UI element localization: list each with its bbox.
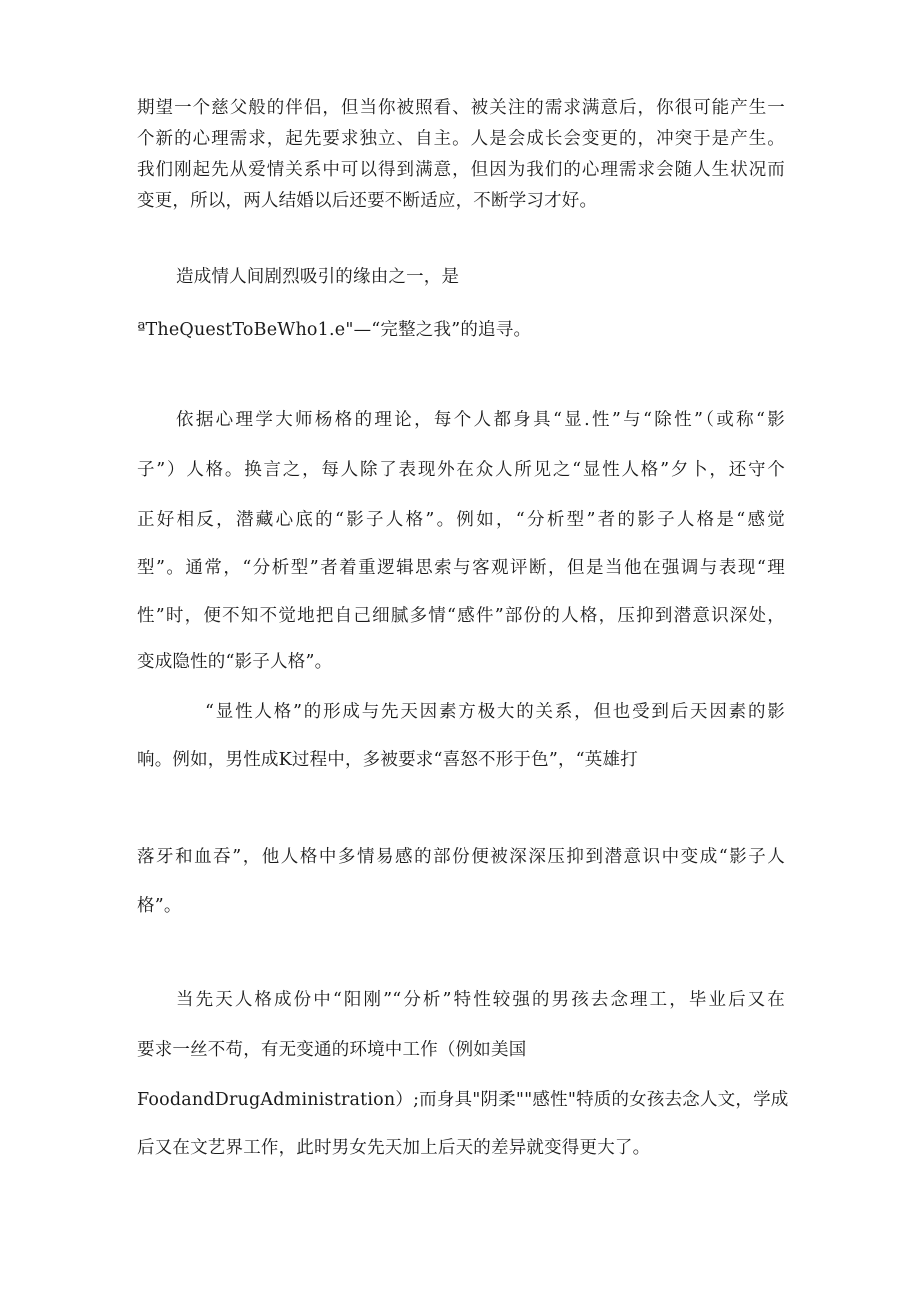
para3-line-4: 型”。通常，“分析型”者着重逻辑思索与客观评断，但是当他在强调与表现“理 [137, 558, 785, 578]
para3-line-3: 正好相反，潜藏心底的“影子人格”。例如，“分析型”者的影子人格是“感觉 [137, 510, 785, 530]
para3-line-2: 子”）人格。换言之，每人除了表现外在众人所见之“显性人格”夕卜，还守个 [137, 460, 785, 480]
para4-line-3: 落牙和血吞”，他人格中多情易感的部份便被深深压抑到潜意识中变成“影子人 [137, 847, 785, 867]
para4-line-4: 格”。 [137, 896, 182, 916]
para3-line-5: 性”时，便不知不觉地把自己细腻多情“感件”部份的人格，压抑到潜意识深处， [137, 606, 785, 626]
para5-line-4: 后又在文艺界工作，此时男女先天加上后天的差异就变得更大了。 [137, 1138, 651, 1158]
para1-line-2: 个新的心理需求，起先要求独立、自主。人是会成长会变更的，冲突于是产生。 [137, 129, 785, 149]
para4-line-2: 响。例如，男性成K过程中，多被要求“喜怒不形于色”，“英雄打 [137, 750, 638, 770]
para5-line-1: 当先天人格成份中“阳刚”“分析”特性较强的男孩去念理工，毕业后又在 [176, 990, 785, 1010]
para1-line-4: 变更，所以，两人结婚以后还要不断适应，不断学习才好。 [137, 191, 598, 211]
para1-line-1: 期望一个慈父般的伴侣，但当你被照看、被关注的需求满意后，你很可能产生一 [137, 98, 785, 118]
para2-line-1: 造成情人间剧烈吸引的缘由之一，是 [176, 267, 460, 287]
para4-line-1: “显性人格”的形成与先天因素方极大的关系，但也受到后天因素的影 [205, 702, 785, 722]
para5-line-2: 要求一丝不苟，有无变通的环境中工作（例如美国 [137, 1040, 527, 1060]
para2-line-2: ªTheQuestToBeWho1.e"—“完整之我”的追寻。 [137, 320, 532, 340]
para5-line-3: FoodandDrugAdministration）;而身具"阴柔""感性"特质的女孩去念人文，学成 [137, 1090, 789, 1110]
para3-line-1: 依据心理学大师杨格的理论，每个人都身具“显.性”与“除性”（或称“影 [176, 410, 785, 430]
para3-line-6: 变成隐性的“影子人格”。 [137, 652, 333, 672]
para1-line-3: 我们刚起先从爱情关系中可以得到满意，但因为我们的心理需求会随人生状况而 [137, 160, 785, 180]
